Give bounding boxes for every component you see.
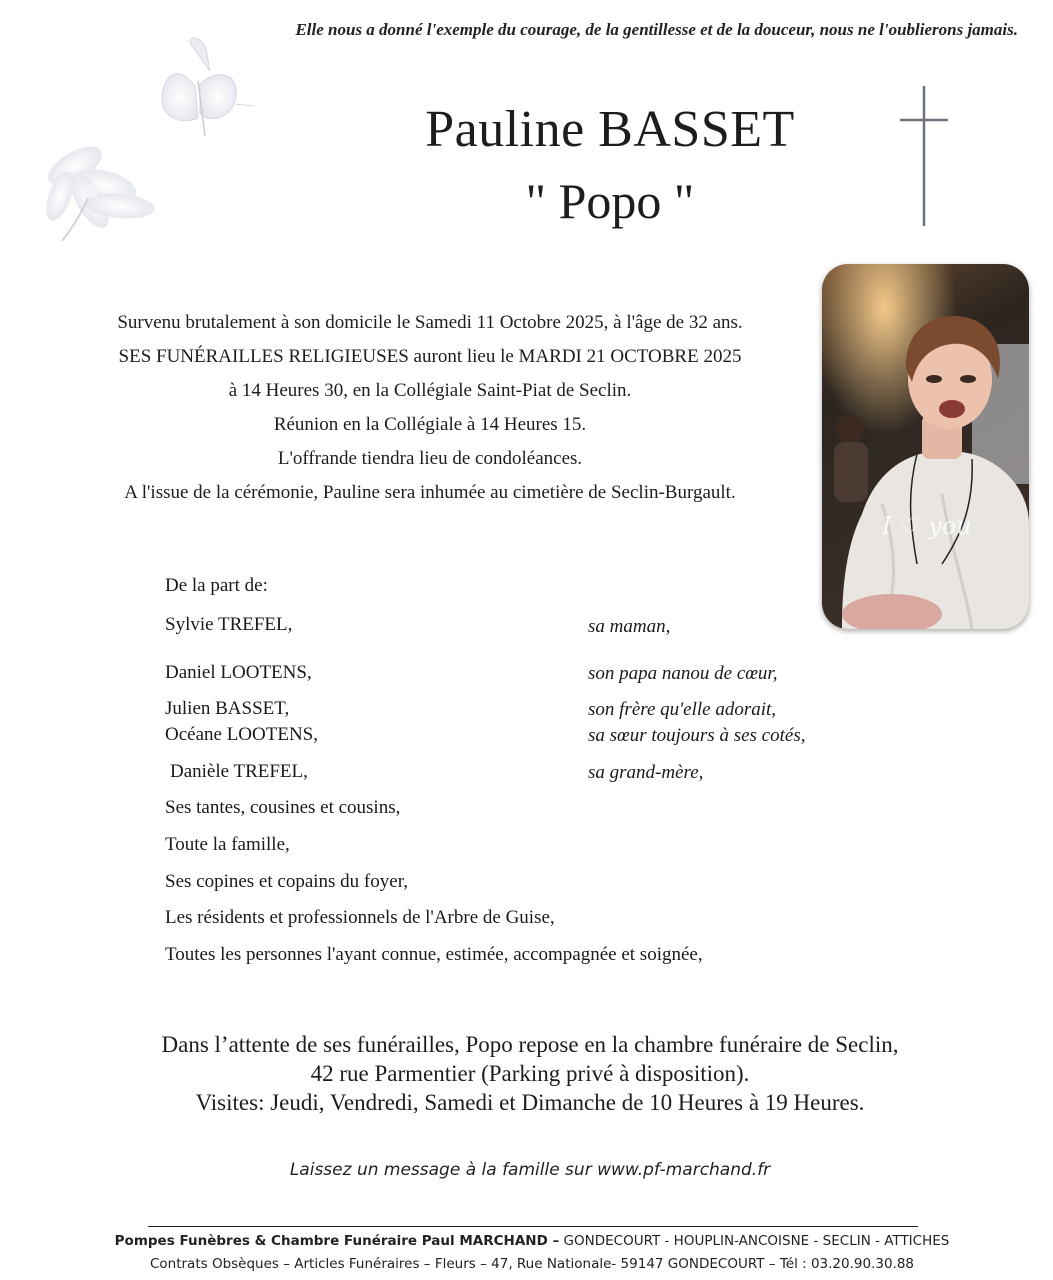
company-name: Pompes Funèbres & Chambre Funéraire Paul MARCHAND – <box>114 1233 560 1249</box>
portrait-photo <box>822 264 1029 629</box>
family-member-relation: sa sœur toujours à ses cotés, <box>588 725 806 746</box>
butterfly-flower-icon <box>20 26 270 256</box>
footer-services-line: Contrats Obsèques – Articles Funéraires – Fleurs – 47, Rue Nationale- 59147 GONDECOURT – Tél : 03.20.90.30.88 <box>149 1256 915 1272</box>
announcement-line: à 14 Heures 30, en la Collégiale Saint-Piat de Seclin. <box>228 380 632 401</box>
family-member-name: Océane LOOTENS, <box>165 724 319 745</box>
deceased-nickname: " Popo " <box>525 173 695 229</box>
visitation-info <box>60 1030 1000 1117</box>
announcement-line: A l'issue de la cérémonie, Pauline sera inhumée au cimetière de Seclin-Burgault. <box>124 482 736 503</box>
visitation-line: 42 rue Parmentier (Parking privé à disposition). <box>310 1061 750 1086</box>
family-member-name: Danièle TREFEL, <box>170 761 308 782</box>
family-member-name: Sylvie TREFEL, <box>165 614 293 635</box>
announcement-line: SES FUNÉRAILLES RELIGIEUSES auront lieu le MARDI 21 OCTOBRE 2025 <box>118 346 742 367</box>
family-member-relation: sa maman, <box>588 616 671 637</box>
company-locations: GONDECOURT - HOUPLIN-ANCOISNE - SECLIN - ATTICHES <box>559 1233 950 1249</box>
funeral-announcement <box>80 306 780 510</box>
condolence-message-link[interactable]: Laissez un message à la famille sur www.pf-marchand.fr <box>289 1160 771 1180</box>
deceased-name: Pauline BASSET <box>425 101 795 158</box>
family-other: Les résidents et professionnels de l'Arbre de Guise, <box>165 907 555 928</box>
visitation-line: Dans l’attente de ses funérailles, Popo repose en la chambre funéraire de Seclin, <box>161 1032 899 1057</box>
family-other: Ses copines et copains du foyer, <box>165 871 409 892</box>
announcement-line: L'offrande tiendra lieu de condoléances. <box>277 448 583 469</box>
family-member-relation: sa grand-mère, <box>588 762 704 783</box>
memorial-quote: Elle nous a donné l'exemple du courage, de la gentillesse et de la douceur, nous ne l'oublierons jamais. <box>295 20 1018 39</box>
photo-overlay-text: I ♡ you <box>882 512 972 540</box>
footer-company-line <box>60 1233 1004 1249</box>
announcement-line: Réunion en la Collégiale à 14 Heures 15. <box>273 414 587 435</box>
family-other: Toute la famille, <box>165 834 290 855</box>
cross-icon <box>898 86 950 226</box>
family-member-relation: son frère qu'elle adorait, <box>588 699 777 720</box>
family-member-name: Julien BASSET, <box>165 698 290 719</box>
footer-divider <box>148 1226 918 1227</box>
family-intro: De la part de: <box>165 575 268 596</box>
family-member-name: Daniel LOOTENS, <box>165 662 312 683</box>
family-other: Ses tantes, cousines et cousins, <box>165 797 401 818</box>
announcement-line: Survenu brutalement à son domicile le Samedi 11 Octobre 2025, à l'âge de 32 ans. <box>117 312 743 333</box>
visitation-line: Visites: Jeudi, Vendredi, Samedi et Dimanche de 10 Heures à 19 Heures. <box>195 1090 865 1115</box>
family-other: Toutes les personnes l'ayant connue, estimée, accompagnée et soignée, <box>165 944 703 965</box>
family-member-relation: son papa nanou de cœur, <box>588 663 778 684</box>
